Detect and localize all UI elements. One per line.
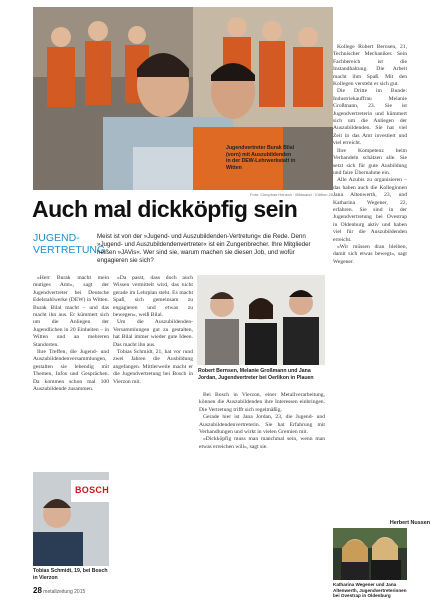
hero-caption-line: Witten — [226, 164, 242, 171]
paragraph: Alle Azubis zu organisieren – das haben auch die Kolleginnen Jana Altenwerth, 23, und Katharina Wegener, 22, erfahren. Sie sind in der Jugendvertretung bei Ovestrap in Oldenburg aktiv und haben viel für die Auszubildenden erreicht. — [333, 177, 407, 243]
hero-caption — [226, 145, 330, 171]
paragraph: Die Dritte im Bunde: Industriekauffrau Melanie Großmann, 23. Sie ist Jugendvertreterin und kümmert sich um die Anliegen der Auszubildenden. Sie hat viel Zeit in das Amt investiert und viel erreicht. — [333, 88, 407, 147]
article-column-4 — [333, 44, 407, 514]
paragraph: Um die Auszubildenden-Versammlungen gut zu gestalten, hat Bilal immer wieder gute Ideen. Das macht ihn aus. — [113, 319, 193, 348]
paragraph: Ihre Kompetenz beim Verhandeln schätzen alle. Sie setzt sich für gute Ausbildung und faire Übernahme ein. — [333, 147, 407, 176]
bosch-photo — [33, 472, 109, 566]
paragraph: »Wir müssen dran bleiben, damit sich etwas bewegt«, sagt Wegener. — [333, 243, 407, 265]
headline: Auch mal dickköpfig sein — [32, 196, 298, 222]
page-footer — [33, 586, 153, 595]
hero-caption-line: (vorn) mit Auszubildenden — [226, 151, 292, 158]
hero-caption-line: in der DEW-Lehrwerkstatt in — [226, 158, 296, 165]
women-photo-caption: Katharina Wegener und Jana Altenwerth, Jugendvertreterinnen bei Ovestrap in Oldenburg — [333, 582, 407, 599]
paragraph: Tobias Schmidt, 21, hat vor rund zwei Jahren die Ausbildung angefangen. Mittlerweile macht er die Jugendvertretung bei Bosch in Vierzon mit. — [113, 349, 193, 385]
paragraph: Bei Bosch in Vierzon, einer Metallverarbeitung, können die Auszubildenden ihre Interessen einbringen. Die Vertretung trifft sich regelmäßig. — [199, 392, 325, 413]
paragraph: Gerade hier ist Jana Jordan, 23, die Jugend- und Auszubildendenvertreterin. Sie hat Erfahrung mit Verhandlungen und wirkt in vielen Gremien mit. — [199, 414, 325, 436]
women-photo-image — [333, 528, 407, 580]
section-label-line: JUGEND- — [33, 232, 80, 244]
intro-text: Meist ist von der »Jugend- und Auszubildenden-Vertretung« die Rede. Denn »Jugend- und Auszubildendenvertreter« ist ein Zungenbrecher. Ihre Mitglieder heißen »JAVis«. Wer sind sie, warum machen sie diesen Job, und wofür engagieren sie sich? — [97, 233, 311, 264]
page-number: 28 — [33, 586, 42, 595]
women-photo — [333, 528, 407, 580]
article-column-3 — [199, 392, 325, 587]
paragraph: »Da passt, dass doch auch Wissen vermittelt wird, das nicht gerade im Lehrplan steht. Es macht Spaß, sich gemeinsam zu engagieren und etwas zu bewegen«, weiß Bilal. — [113, 275, 193, 319]
paragraph: »Dickköpfig muss man manchmal sein, wenn man etwas erreichen will«, sagt sie. — [199, 436, 325, 450]
article-column-1 — [33, 275, 109, 465]
mid-photo-image — [197, 275, 325, 365]
paragraph: Kollege Robert Bernsen, 21, Technischer Mechaniker. Sein Fachbereich ist die Instandhaltung. Die Arbeit macht ihm Spaß. Mit den Kollegen versteht er sich gut. — [333, 44, 407, 88]
bosch-photo-caption: Tobias Schmidt, 19, bei Bosch in Vierzon — [33, 568, 108, 581]
publication-date: 2015 — [74, 589, 86, 595]
paragraph: »Herr Burak macht mein mutiges Amt«, sagt der Jugendvertreter bei Deutsche Edelstahlwerke (DEW) in Witten. Burak Bilal macht – und das macht ihn aus. Er kümmert sich um die Anliegen der Jugendlichen in 20 Einheiten – in Witten und an mehreren Standorten. — [33, 275, 109, 348]
paragraph: Ihre Treffen, die Jugend- und Auszubildendenversammlungen, gestalten sie lebendig mit Themen, Infos und Gesprächen. Da kommen schon mal 100 Auszubildende zusammen. — [33, 349, 109, 393]
mid-photo — [197, 275, 325, 365]
section-label — [33, 232, 106, 256]
section-label-line: VERTRETUNG — [33, 244, 106, 256]
hero-photo — [33, 7, 333, 190]
mid-photo-caption: Robert Bernsen, Melanie Großmann und Jana Jordan, Jugendvertreter bei Oerlikon in Plauen — [198, 368, 314, 381]
hero-caption-line: Jugendvertreter Burak Bilal — [226, 145, 295, 151]
author-credit: Herbert Nussen — [389, 520, 430, 526]
bosch-sign: BOSCH — [75, 485, 109, 495]
publication-name: metallzeitung — [43, 589, 73, 595]
photo-credit: Foto: Cleophas Hensch · Bildwand · Edition 28 — [250, 192, 333, 197]
article-column-2 — [113, 275, 193, 580]
